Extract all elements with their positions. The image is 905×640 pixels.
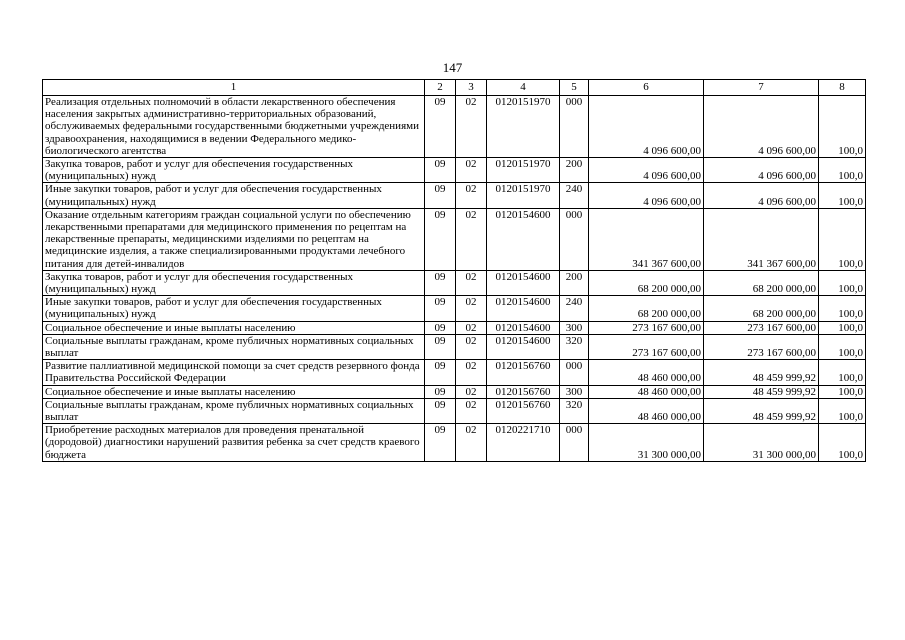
amount-col7-cell: 68 200 000,00 (704, 296, 819, 321)
table-row (43, 360, 866, 385)
target-item-code-cell: 0120151970 (487, 96, 560, 158)
header-cell: 5 (560, 80, 589, 96)
table-row (43, 296, 866, 321)
target-item-code-cell: 0120221710 (487, 424, 560, 462)
amount-col6-cell: 4 096 600,00 (589, 183, 704, 208)
amount-col7-cell: 4 096 600,00 (704, 183, 819, 208)
page-number: 147 (442, 60, 463, 75)
target-item-code-cell: 0120154600 (487, 321, 560, 334)
amount-col6-cell: 48 460 000,00 (589, 385, 704, 398)
expense-type-code-cell: 300 (560, 321, 589, 334)
expense-name-cell: Развитие паллиативной медицинской помощи за счет средств резервного фонда Правительства Российской Федерации (43, 360, 425, 385)
expense-type-code-cell: 320 (560, 334, 589, 359)
header-cell: 2 (425, 80, 456, 96)
amount-col6-cell: 4 096 600,00 (589, 96, 704, 158)
subsection-code-cell: 02 (456, 360, 487, 385)
target-item-code-cell: 0120151970 (487, 183, 560, 208)
table-header-row (43, 80, 866, 96)
target-item-code-cell: 0120156760 (487, 360, 560, 385)
expense-type-code-cell: 000 (560, 96, 589, 158)
amount-col6-cell: 48 460 000,00 (589, 360, 704, 385)
section-code-cell: 09 (425, 398, 456, 423)
header-cell: 4 (487, 80, 560, 96)
expense-name-cell: Приобретение расходных материалов для проведения пренатальной (дородовой) диагностики нарушений развития ребенка за счет средств краевого бюджета (43, 424, 425, 462)
expense-name-cell: Реализация отдельных полномочий в области лекарственного обеспечения населения закрытых административно-территориальных образований, обслуживаемых федеральными государственными бюджетными учреждениями здравоохранения, находящимися в ведении Федерального медико-биологического агентства (43, 96, 425, 158)
section-code-cell: 09 (425, 270, 456, 295)
subsection-code-cell: 02 (456, 183, 487, 208)
expense-name-cell: Закупка товаров, работ и услуг для обеспечения государственных (муниципальных) нужд (43, 270, 425, 295)
header-cell: 8 (819, 80, 866, 96)
amount-col7-cell: 4 096 600,00 (704, 158, 819, 183)
expense-type-code-cell: 300 (560, 385, 589, 398)
expense-name-cell: Иные закупки товаров, работ и услуг для обеспечения государственных (муниципальных) нужд (43, 296, 425, 321)
header-cell: 7 (704, 80, 819, 96)
percent-col8-cell: 100,0 (819, 96, 866, 158)
percent-col8-cell: 100,0 (819, 208, 866, 270)
target-item-code-cell: 0120154600 (487, 296, 560, 321)
subsection-code-cell: 02 (456, 398, 487, 423)
section-code-cell: 09 (425, 208, 456, 270)
section-code-cell: 09 (425, 360, 456, 385)
table-row (43, 183, 866, 208)
expense-type-code-cell: 320 (560, 398, 589, 423)
expense-name-cell: Социальное обеспечение и иные выплаты населению (43, 385, 425, 398)
table-row (43, 385, 866, 398)
header-cell: 6 (589, 80, 704, 96)
expense-name-cell: Оказание отдельным категориям граждан социальной услуги по обеспечению лекарственными препаратами для медицинского применения по рецептам на лекарственные препараты, медицинскими изделиями по рецептам на медицинские изделия, а также специализированными продуктами лечебного питания для детей-инвалидов (43, 208, 425, 270)
table-row (43, 424, 866, 462)
section-code-cell: 09 (425, 424, 456, 462)
amount-col6-cell: 273 167 600,00 (589, 321, 704, 334)
subsection-code-cell: 02 (456, 296, 487, 321)
table-row (43, 321, 866, 334)
expense-name-cell: Иные закупки товаров, работ и услуг для обеспечения государственных (муниципальных) нужд (43, 183, 425, 208)
header-cell: 1 (43, 80, 425, 96)
table-row (43, 208, 866, 270)
amount-col6-cell: 68 200 000,00 (589, 270, 704, 295)
expense-type-code-cell: 000 (560, 424, 589, 462)
subsection-code-cell: 02 (456, 321, 487, 334)
section-code-cell: 09 (425, 183, 456, 208)
percent-col8-cell: 100,0 (819, 424, 866, 462)
amount-col6-cell: 341 367 600,00 (589, 208, 704, 270)
percent-col8-cell: 100,0 (819, 398, 866, 423)
target-item-code-cell: 0120156760 (487, 398, 560, 423)
percent-col8-cell: 100,0 (819, 270, 866, 295)
table-row (43, 334, 866, 359)
amount-col7-cell: 48 459 999,92 (704, 398, 819, 423)
expense-type-code-cell: 240 (560, 183, 589, 208)
target-item-code-cell: 0120151970 (487, 158, 560, 183)
expense-name-cell: Социальные выплаты гражданам, кроме публичных нормативных социальных выплат (43, 398, 425, 423)
amount-col7-cell: 68 200 000,00 (704, 270, 819, 295)
section-code-cell: 09 (425, 158, 456, 183)
section-code-cell: 09 (425, 96, 456, 158)
target-item-code-cell: 0120154600 (487, 208, 560, 270)
subsection-code-cell: 02 (456, 208, 487, 270)
expense-type-code-cell: 200 (560, 270, 589, 295)
amount-col7-cell: 48 459 999,92 (704, 360, 819, 385)
target-item-code-cell: 0120154600 (487, 270, 560, 295)
section-code-cell: 09 (425, 296, 456, 321)
amount-col6-cell: 48 460 000,00 (589, 398, 704, 423)
amount-col7-cell: 273 167 600,00 (704, 321, 819, 334)
amount-col6-cell: 273 167 600,00 (589, 334, 704, 359)
percent-col8-cell: 100,0 (819, 334, 866, 359)
amount-col7-cell: 48 459 999,92 (704, 385, 819, 398)
header-cell: 3 (456, 80, 487, 96)
table-row (43, 398, 866, 423)
percent-col8-cell: 100,0 (819, 360, 866, 385)
table-row (43, 270, 866, 295)
percent-col8-cell: 100,0 (819, 183, 866, 208)
subsection-code-cell: 02 (456, 96, 487, 158)
expense-type-code-cell: 200 (560, 158, 589, 183)
subsection-code-cell: 02 (456, 270, 487, 295)
amount-col6-cell: 68 200 000,00 (589, 296, 704, 321)
budget-table (42, 79, 866, 462)
expense-name-cell: Закупка товаров, работ и услуг для обеспечения государственных (муниципальных) нужд (43, 158, 425, 183)
percent-col8-cell: 100,0 (819, 296, 866, 321)
subsection-code-cell: 02 (456, 158, 487, 183)
percent-col8-cell: 100,0 (819, 321, 866, 334)
percent-col8-cell: 100,0 (819, 385, 866, 398)
amount-col7-cell: 273 167 600,00 (704, 334, 819, 359)
subsection-code-cell: 02 (456, 334, 487, 359)
amount-col6-cell: 31 300 000,00 (589, 424, 704, 462)
amount-col6-cell: 4 096 600,00 (589, 158, 704, 183)
subsection-code-cell: 02 (456, 385, 487, 398)
percent-col8-cell: 100,0 (819, 158, 866, 183)
expense-type-code-cell: 240 (560, 296, 589, 321)
expense-type-code-cell: 000 (560, 208, 589, 270)
expense-name-cell: Социальные выплаты гражданам, кроме публичных нормативных социальных выплат (43, 334, 425, 359)
section-code-cell: 09 (425, 385, 456, 398)
amount-col7-cell: 4 096 600,00 (704, 96, 819, 158)
amount-col7-cell: 341 367 600,00 (704, 208, 819, 270)
section-code-cell: 09 (425, 321, 456, 334)
expense-type-code-cell: 000 (560, 360, 589, 385)
amount-col7-cell: 31 300 000,00 (704, 424, 819, 462)
table-row (43, 158, 866, 183)
table-row (43, 96, 866, 158)
target-item-code-cell: 0120154600 (487, 334, 560, 359)
target-item-code-cell: 0120156760 (487, 385, 560, 398)
expense-name-cell: Социальное обеспечение и иные выплаты населению (43, 321, 425, 334)
section-code-cell: 09 (425, 334, 456, 359)
subsection-code-cell: 02 (456, 424, 487, 462)
